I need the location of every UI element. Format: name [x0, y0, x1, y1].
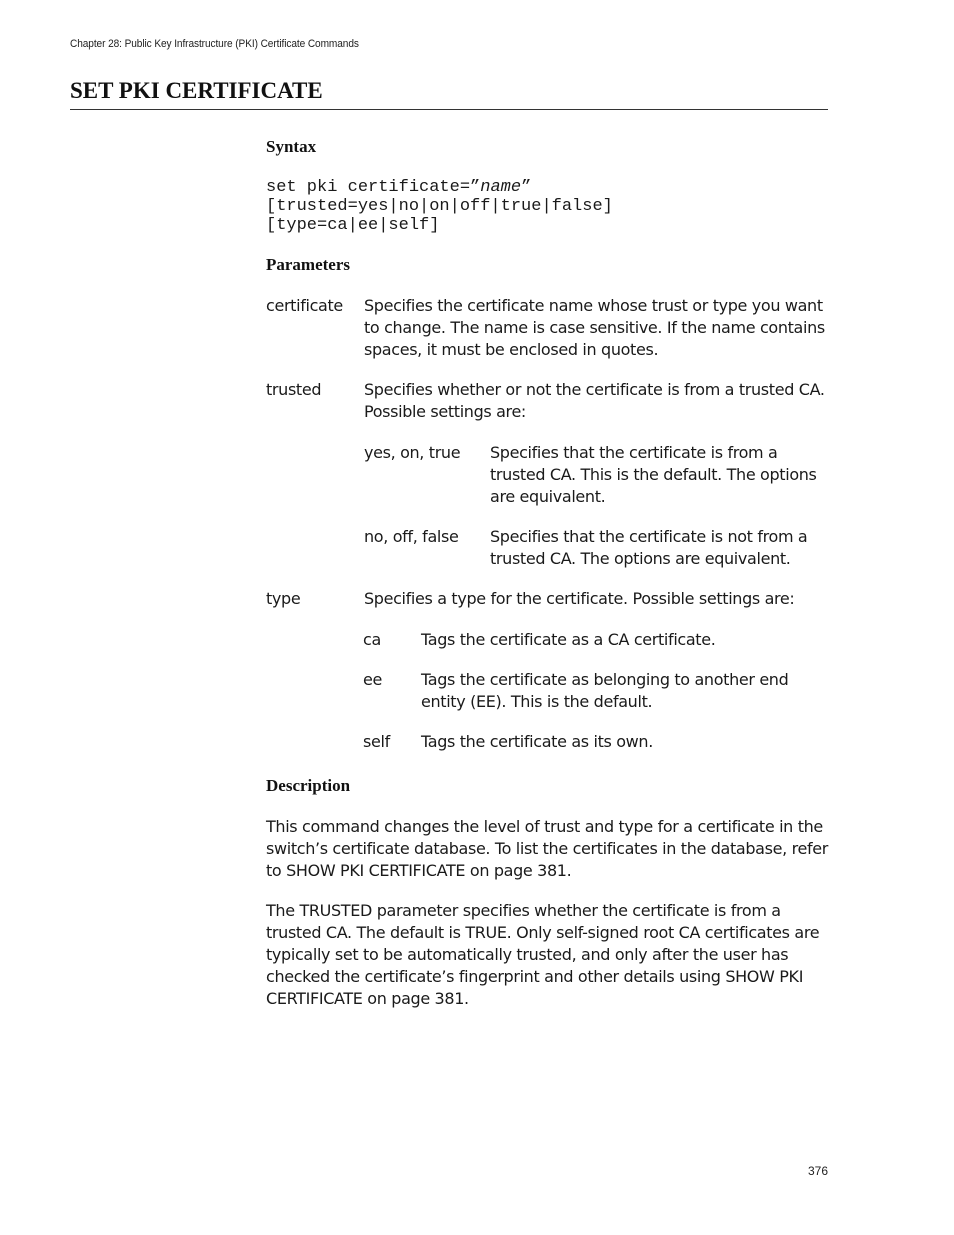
type-option-desc: Tags the certificate as a CA certificate.: [421, 630, 716, 649]
parameters-heading: Parameters: [266, 255, 351, 274]
trusted-option-desc: Specifies that the certificate is not from a trusted CA. The options are equivalent.: [490, 527, 808, 568]
param-name-trusted: trusted: [266, 380, 322, 399]
syntax-line-1: set pki certificate=”name”: [266, 178, 532, 197]
syntax-heading: Syntax: [266, 137, 317, 156]
type-option-desc: Tags the certificate as its own.: [421, 732, 653, 751]
param-name-certificate: certificate: [266, 296, 343, 315]
type-option-name: self: [363, 732, 390, 751]
page-title: SET PKI CERTIFICATE: [70, 78, 323, 103]
page-number: 376: [808, 1164, 829, 1178]
trusted-option-desc: Specifies that the certificate is from a trusted CA. This is the default. The options are equivalent.: [490, 443, 817, 506]
param-desc-type: Specifies a type for the certificate. Possible settings are:: [364, 589, 795, 608]
param-name-type: type: [266, 589, 301, 608]
syntax-line-2: [trusted=yes|no|on|off|true|false]: [266, 197, 613, 216]
title-rule: [70, 109, 828, 110]
type-option-name: ee: [363, 670, 382, 689]
description-heading: Description: [266, 776, 351, 795]
type-option-name: ca: [363, 630, 381, 649]
type-option-desc: Tags the certificate as belonging to another end entity (EE). This is the default.: [421, 670, 789, 711]
description-paragraph-2: The TRUSTED parameter specifies whether the certificate is from a trusted CA. The default is TRUE. Only self-signed root CA certificates are typically set to be automatically trusted, and only after the user has checked the certificate’s fingerprint and other details using SHOW PKI CERTIFICATE on page 381.: [266, 901, 820, 1008]
trusted-option-name: no, off, false: [364, 527, 459, 546]
running-header: Chapter 28: Public Key Infrastructure (PKI) Certificate Commands: [70, 38, 359, 50]
param-desc-certificate: Specifies the certificate name whose trust or type you want to change. The name is case sensitive. If the name contains spaces, it must be enclosed in quotes.: [364, 296, 825, 359]
syntax-block: [266, 178, 613, 235]
syntax-line-3: [type=ca|ee|self]: [266, 216, 440, 235]
syntax-name-variable: name: [480, 178, 522, 197]
description-paragraph-1: This command changes the level of trust and type for a certificate in the switch’s certificate database. To list the certificates in the database, refer to SHOW PKI CERTIFICATE on page 381.: [266, 817, 828, 880]
trusted-option-name: yes, on, true: [364, 443, 461, 462]
param-desc-trusted: Specifies whether or not the certificate is from a trusted CA. Possible settings are:: [364, 380, 825, 421]
